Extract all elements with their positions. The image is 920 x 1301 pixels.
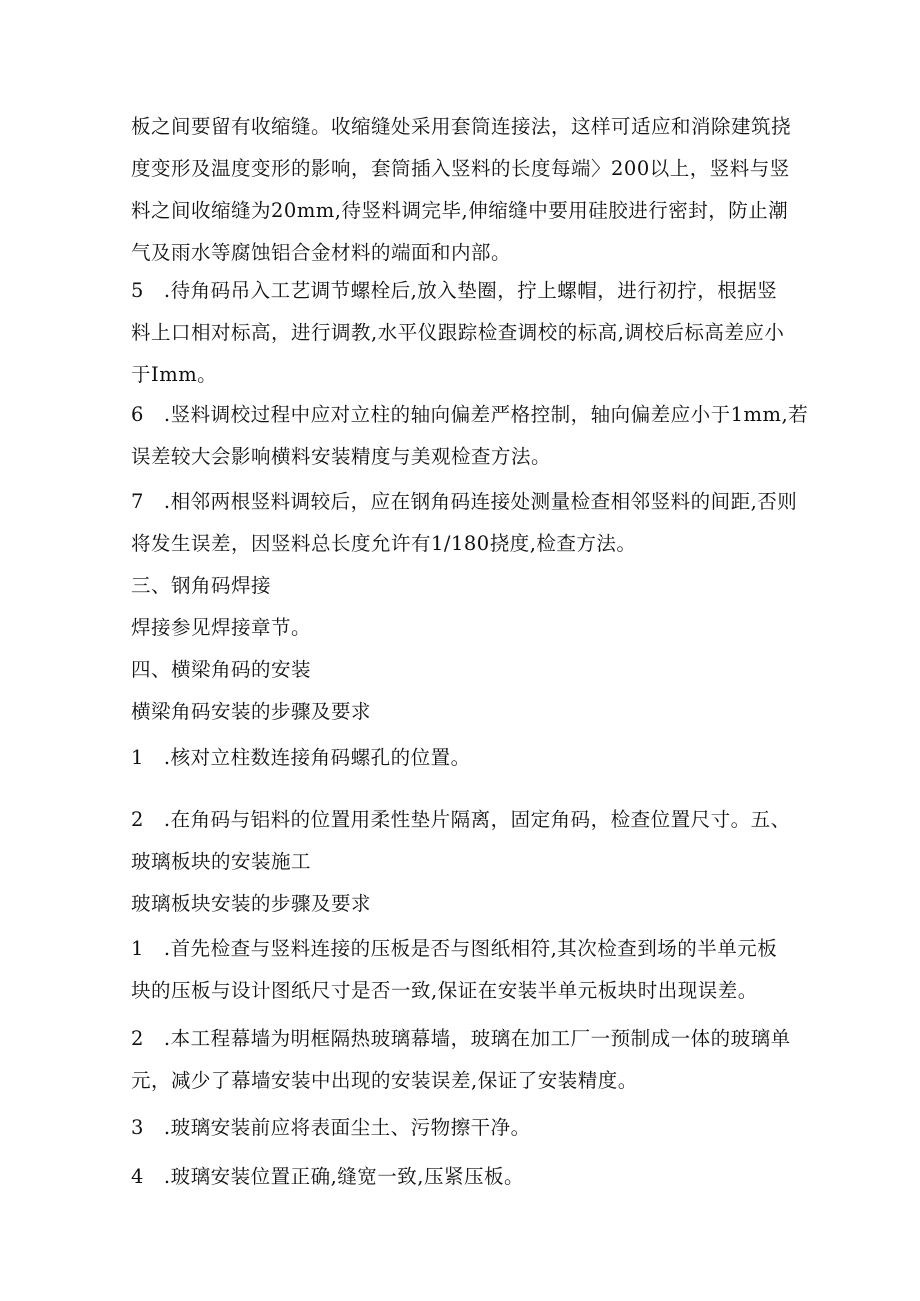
- text-line: 7 .相邻两根竖料调较后，应在钢角码连接处测量检查相邻竖料的间距,否则: [131, 490, 798, 513]
- text-line: 6 .竖料调校过程中应对立柱的轴向偏差严格控制，轴向偏差应小于1mm,若: [131, 403, 809, 426]
- text-line: 误差较大会影响横料安装精度与美观检查方法。: [131, 445, 552, 468]
- text-line: 元，减少了幕墙安装中出现的安装误差,保证了安装精度。: [131, 1069, 638, 1092]
- text-line: 料上口相对标高，进行调教,水平仪跟踪检查调校的标高,调校后标高差应小: [131, 321, 785, 344]
- glass-list-item-1: [131, 928, 796, 1012]
- text-line: 2 .在角码与铝料的位置用柔性垫片隔离，固定角码，检查位置尺寸。五、: [131, 808, 791, 831]
- beam-list-item-1: [131, 737, 796, 779]
- text-line: 度变形及温度变形的影响，套筒插入竖料的长度每端〉200以上，竖料与竖: [131, 157, 790, 180]
- section-heading-3: [131, 565, 796, 607]
- text-line: 块的压板与设计图纸尺寸是否一致,保证在安装半单元板块时出现误差。: [131, 979, 758, 1002]
- text-line: 5 .待角码吊入工艺调节螺栓后,放入垫圈，拧上螺帽，进行初拧，根据竖: [131, 279, 778, 302]
- list-item-6: [131, 394, 809, 478]
- section-heading-4: [131, 649, 796, 691]
- paragraph-shrinkage-joint: [131, 106, 796, 274]
- text-line: 气及雨水等腐蚀铝合金材料的端面和内部。: [131, 241, 512, 264]
- text-line: 料之间收缩缝为20mm,待竖料调完毕,伸缩缝中要用硅胶进行密封，防止潮: [131, 199, 789, 222]
- text-line: 焊接参见焊接章节。: [131, 616, 312, 639]
- text-line: 玻璃板块的安装施工: [131, 850, 312, 873]
- text-line: 板之间要留有收缩缝。收缩缝处采用套筒连接法，这样可适应和消除建筑挠: [131, 115, 792, 138]
- heading-text: 四、横梁角码的安装: [131, 658, 312, 681]
- glass-list-item-3: [131, 1107, 796, 1149]
- text-line: 于Imm。: [131, 363, 218, 386]
- text-line: 横梁角码安装的步骤及要求: [131, 700, 372, 723]
- heading-text: 三、钢角码焊接: [131, 574, 272, 597]
- text-line: 2 .本工程幕墙为明框隔热玻璃幕墙，玻璃在加工厂一预制成一体的玻璃单: [131, 1027, 791, 1050]
- text-line: 4 .玻璃安装位置正确,缝宽一致,压紧压板。: [131, 1165, 525, 1188]
- glass-list-item-4: [131, 1156, 796, 1198]
- paragraph-welding: [131, 607, 796, 649]
- text-line: 3 .玻璃安装前应将表面尘土、污物擦干净。: [131, 1116, 531, 1139]
- list-item-5: [131, 270, 796, 396]
- beam-list-item-2: [131, 799, 796, 883]
- text-line: 玻璃板块安装的步骤及要求: [131, 892, 372, 915]
- text-line: 1 .首先检查与竖料连接的压板是否与图纸相符,其次检查到场的半单元板: [131, 937, 778, 960]
- list-item-7: [131, 481, 796, 565]
- paragraph-beam-steps: [131, 691, 796, 733]
- paragraph-glass-steps: [131, 883, 796, 925]
- text-line: 将发生误差，因竖料总长度允许有1/180挠度,检查方法。: [131, 532, 637, 555]
- text-line: 1 .核对立柱数连接角码螺孔的位置。: [131, 746, 471, 769]
- glass-list-item-2: [131, 1018, 796, 1102]
